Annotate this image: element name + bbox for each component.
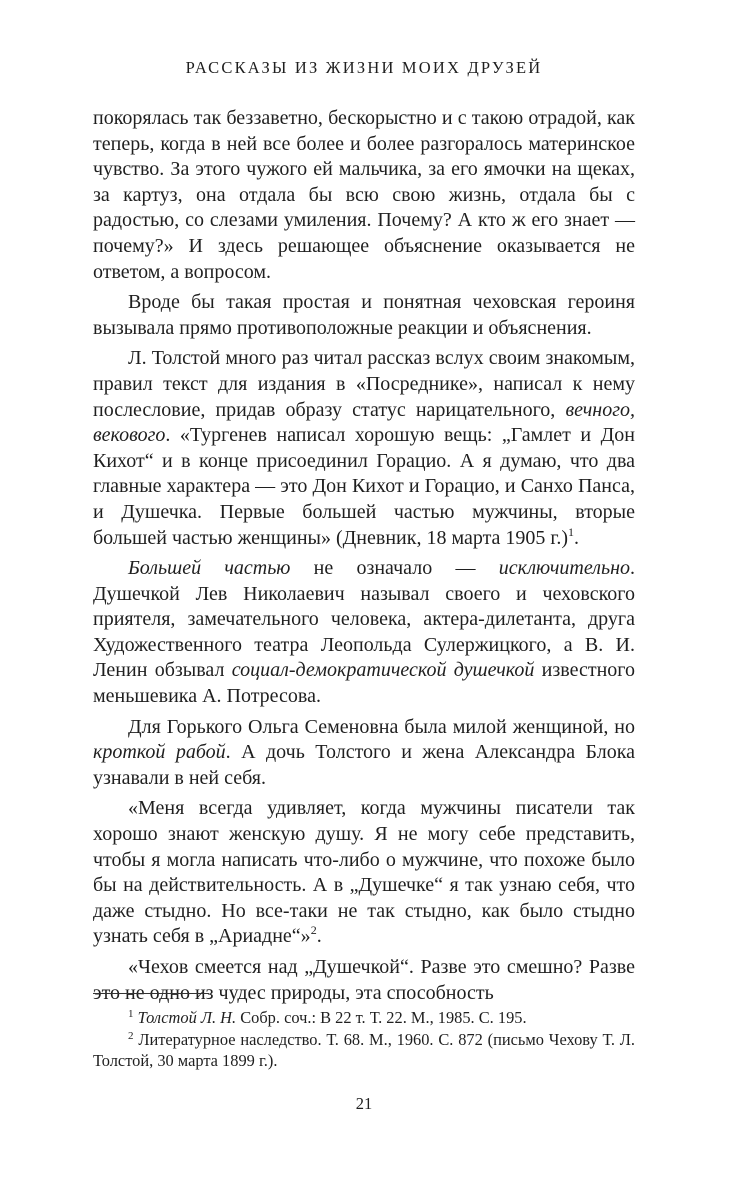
- paragraph-3-text-2: . «Тургенев написал хорошую вещь: „Гамлет и Дон Кихот“ и в конце присоединил Горацио. А я думаю, что два главные характера — это Дон Кихот и Горацио, и Санхо Панса, и Душечка. Первые большей частью мужчины, вторые большей частью женщины» (Дневник, 18 марта 1905 г.): [93, 424, 635, 549]
- footnote-1-text: Собр. соч.: В 22 т. Т. 22. М., 1985. С. 195.: [236, 1008, 527, 1027]
- paragraph-5-text-1: Для Горького Ольга Семеновна была милой женщиной, но: [128, 715, 635, 738]
- paragraph-4-italic-2: исключительно: [498, 557, 630, 580]
- footnote-1-number: 1: [128, 1008, 134, 1020]
- footnote-divider: [93, 993, 209, 994]
- paragraph-5: [93, 715, 635, 792]
- footnote-1: [93, 1007, 635, 1029]
- paragraph-6-text: «Меня всегда удивляет, когда мужчины писатели так хорошо знают женскую душу. Я не могу себе представить, чтобы я могла написать что-либо о мужчине, что похоже было бы на действительность. А в „Душечке“ я так узнаю себя, что даже стыдно. Но все-таки не так стыдно, как было стыдно узнать себя в „Ариадне“»: [93, 797, 635, 948]
- page-number: 21: [355, 1094, 373, 1113]
- paragraph-6-tail: .: [316, 925, 322, 948]
- running-head: РАССКАЗЫ ИЗ ЖИЗНИ МОИХ ДРУЗЕЙ: [185, 58, 543, 77]
- footnote-2: [93, 1029, 635, 1072]
- paragraph-7: «Чехов смеется над „Душечкой“. Разве это смешно? Разве это не одно из чудес природы, эта способность: [93, 956, 635, 1004]
- paragraph-4-text-1: не означало —: [290, 557, 499, 580]
- paragraph-4-italic-3: социал-демократической душечкой: [231, 659, 535, 682]
- paragraph-4: [93, 556, 635, 710]
- paragraph-4-text-2: . Душечкой Лев Николаевич называл своего и чеховского приятеля, замечательного человека, актера-дилетанта, друга Художественного театра Леопольда Сулержицкого, а В. И. Ленин обзывал: [93, 557, 635, 682]
- paragraph-5-text-2: . А дочь Толстого и жена Александра Блока узнавали в ней себя.: [93, 741, 636, 789]
- paragraph-3-italic-1: вечного, векового: [93, 398, 635, 447]
- footnote-2-number: 2: [128, 1029, 134, 1042]
- footnotes: [93, 1007, 635, 1072]
- main-text: [93, 106, 635, 1006]
- paragraph-4-italic-1: Большей частью: [128, 557, 291, 580]
- paragraph-6: [93, 796, 635, 950]
- paragraph-2: Вроде бы такая простая и понятная чеховская героиня вызывала прямо противоположные реакции и объяснения.: [93, 291, 635, 339]
- paragraph-3-text-1: Л. Толстой много раз читал рассказ вслух своим знакомым, правил текст для издания в «Посреднике», написал к нему послесловие, придав образу статус нарицательного,: [93, 347, 635, 421]
- paragraph-1: покорялась так беззаветно, бескорыстно и с такою отрадой, как теперь, когда в ней все более и более разгоралось материнское чувство. За этого чужого ей мальчика, за его ямочки на щеках, за картуз, она отдала бы всю свою жизнь, отдала бы с радостью, со слезами умиления. Почему? А кто ж его знает — почему?» И здесь решающее объяснение оказывается не ответом, а вопросом.: [93, 107, 635, 283]
- paragraph-3: Л. Толстой много раз читал рассказ вслух своим знакомым, правил текст для издания в «Посреднике», написал к нему послесловие, придав образу статус нарицательного, вечного, векового. «Тургенев написал хорошую вещь: „Гамлет и Дон Кихот“ и в конце присоединил Горацио. А я думаю, что два главные характера — это Дон Кихот и Горацио, и Санхо Панса, и Душечка. Первые большей частью мужчины, вторые большей частью женщины» (Дневник, 18 марта 1905 г.)$^1$.: [93, 347, 635, 549]
- footnote-2-text: Литературное наследство. Т. 68. М., 1960. С. 872 (письмо Чехову Т. Л. Толстой, 30 марта 1899 г.).: [93, 1029, 635, 1071]
- paragraph-4-text-3: известного меньшевика А. Потресова.: [93, 659, 635, 708]
- footnote-1-author: Толстой Л. Н.: [137, 1008, 237, 1027]
- paragraph-5-italic-1: кроткой рабой: [93, 741, 226, 764]
- footnote-ref-2[interactable]: 2: [310, 923, 317, 938]
- footnote-ref-1[interactable]: 1: [568, 524, 575, 539]
